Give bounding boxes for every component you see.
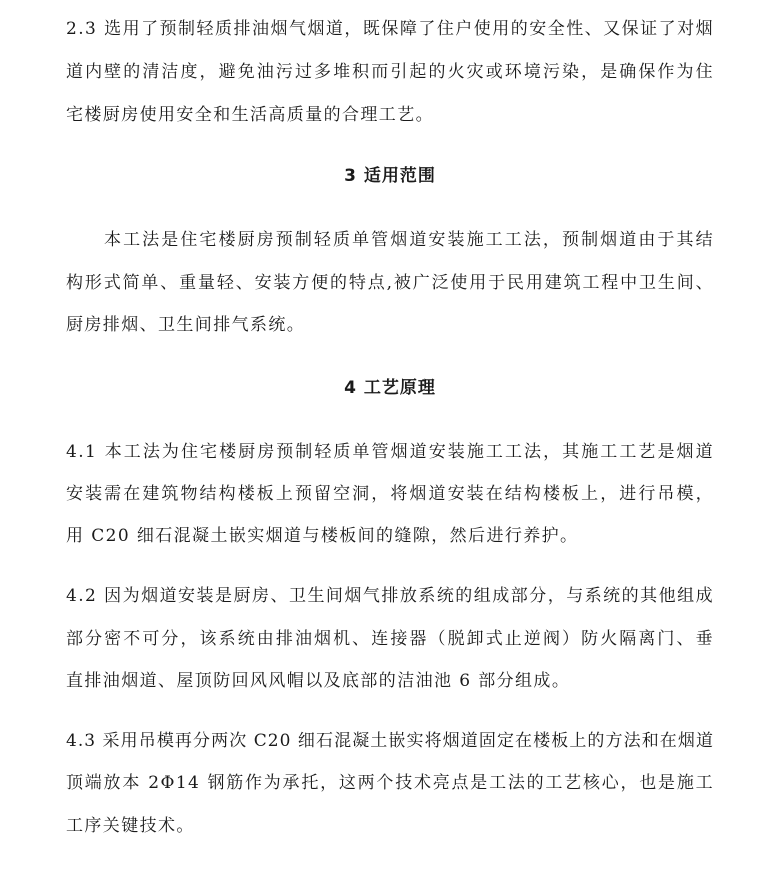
- section-2-3-line-3: 宅楼厨房使用安全和生活高质量的合理工艺。: [66, 105, 434, 125]
- section-4-3-line-2: 顶端放本 2Φ14 钢筋作为承托，这两个技术亮点是工法的工艺核心，也是施工: [66, 773, 714, 793]
- heading-section-4: 4 工艺原理: [344, 378, 436, 398]
- section-4-2-line-1: 4.2 因为烟道安装是厨房、卫生间烟气排放系统的组成部分，与系统的其他组成: [66, 586, 714, 606]
- section-3-line-1: 本工法是住宅楼厨房预制轻质单管烟道安装施工工法，预制烟道由于其结: [104, 230, 714, 250]
- section-3-line-2: 构形式简单、重量轻、安装方便的特点,被广泛使用于民用建筑工程中卫生间、: [66, 273, 714, 293]
- section-2-3-line-2: 道内壁的清洁度，避免油污过多堆积而引起的火灾或环境污染，是确保作为住: [66, 62, 714, 82]
- section-4-3-line-3: 工序关键技术。: [66, 816, 195, 836]
- section-4-1-line-3: 用 C20 细石混凝土嵌实烟道与楼板间的缝隙，然后进行养护。: [66, 526, 579, 546]
- section-2-3-line-1: 2.3 选用了预制轻质排油烟气烟道，既保障了住户使用的安全性、又保证了对烟: [66, 19, 714, 39]
- section-4-1-line-2: 安装需在建筑物结构楼板上预留空洞，将烟道安装在结构楼板上，进行吊模，: [66, 484, 714, 504]
- section-4-2-line-3: 直排油烟道、屋顶防回风风帽以及底部的洁油池 6 部分组成。: [66, 671, 571, 691]
- section-4-3-line-1: 4.3 采用吊模再分两次 C20 细石混凝土嵌实将烟道固定在楼板上的方法和在烟道: [66, 731, 714, 751]
- section-4-1-line-1: 4.1 本工法为住宅楼厨房预制轻质单管烟道安装施工工法，其施工工艺是烟道: [66, 442, 714, 462]
- section-4-2-line-2: 部分密不可分，该系统由排油烟机、连接器（脱卸式止逆阀）防火隔离门、垂: [66, 629, 714, 649]
- section-3-line-3: 厨房排烟、卫生间排气系统。: [66, 315, 306, 335]
- heading-section-3: 3 适用范围: [344, 166, 436, 186]
